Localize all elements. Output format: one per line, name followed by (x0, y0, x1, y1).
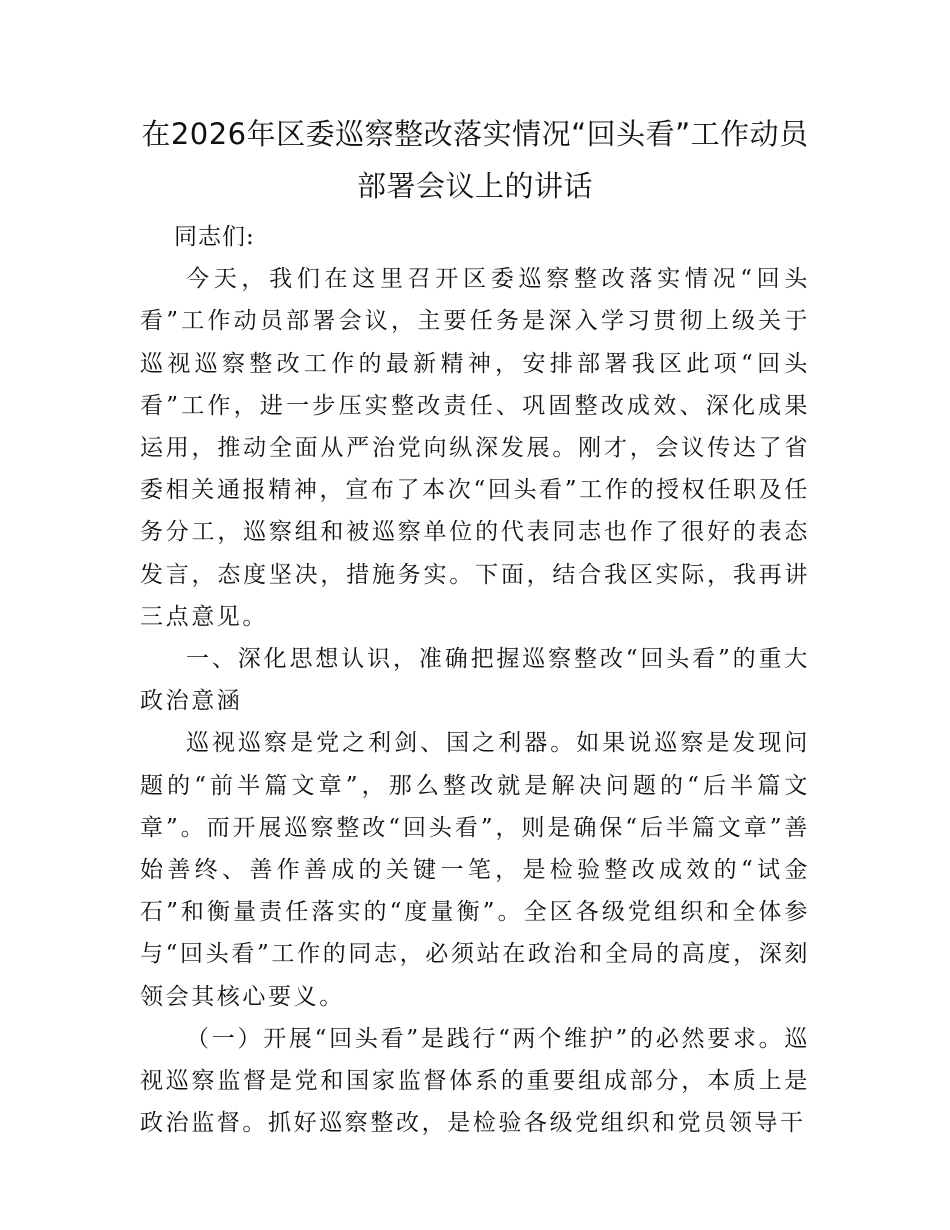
section-heading-1: 一、深化思想认识，准确把握巡察整改“回头看”的重大政治意涵 (140, 646, 810, 715)
paragraph-intro: 今天，我们在这里召开区委巡察整改落实情况“回头看”工作动员部署会议，主要任务是深入学习贯彻上级关于巡视巡察整改工作的最新精神，安排部署我区此项“回头看”工作，进一步压实整改责任、巩固整改成效、深化成果运用，推动全面从严治党向纵深发展。刚才，会议传达了省委相关通报精神，宣布了本次“回头看”工作的授权任职及任务分工，巡察组和被巡察单位的代表同志也作了很好的表态发言，态度坚决，措施务实。下面，结合我区实际，我再讲三点意见。 (140, 266, 810, 630)
salutation: 同志们: (174, 224, 255, 250)
document-page (140, 108, 810, 1144)
document-title: 在2026年区委巡察整改落实情况“回头看”工作动员部署会议上的讲话 (141, 117, 809, 203)
paragraph-subsection-1: （一）开展“回头看”是践行“两个维护”的必然要求。巡视巡察监督是党和国家监督体系的重要组成部分，本质上是政治监督。抓好巡察整改，是检验各级党组织和党员领导干 (140, 1025, 810, 1137)
paragraph-section-1: 巡视巡察是党之利剑、国之利器。如果说巡察是发现问题的“前半篇文章”，那么整改就是解决问题的“后半篇文章”。而开展巡察整改“回头看”，则是确保“后半篇文章”善始善终、善作善成的关键一笔，是检验整改成效的“试金石”和衡量责任落实的“度量衡”。全区各级党组织和全体参与“回头看”工作的同志，必须站在政治和全局的高度，深刻领会其核心要义。 (140, 730, 810, 1010)
